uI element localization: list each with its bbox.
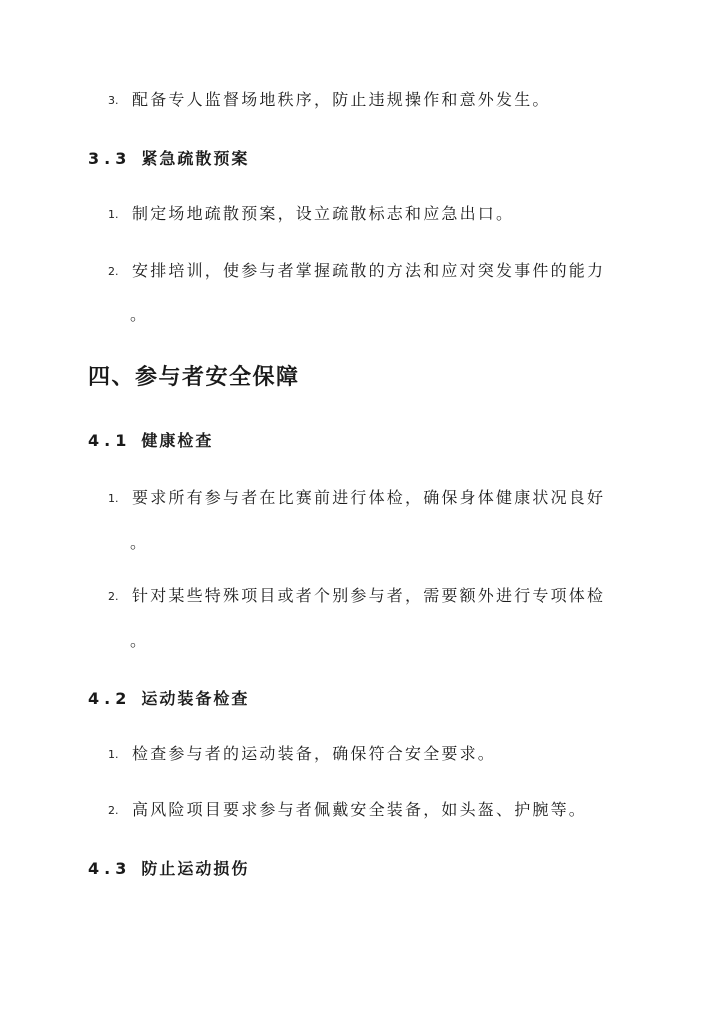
list-number: 2. xyxy=(108,804,119,817)
section-heading-3-3 xyxy=(88,146,249,169)
list-number: 1. xyxy=(108,748,119,761)
list-number: 1. xyxy=(108,208,119,221)
list-number: 2. xyxy=(108,590,119,603)
section-heading-4-2 xyxy=(88,686,249,709)
list-text-continuation: 。 xyxy=(130,631,147,650)
section-number: 3.3 xyxy=(88,149,132,168)
section-heading-4-1 xyxy=(88,428,213,451)
section-number: 4.1 xyxy=(88,431,132,450)
list-text: 配备专人监督场地秩序，防止违规操作和意外发生。 xyxy=(132,90,551,109)
section-title: 健康检查 xyxy=(141,431,214,450)
list-text: 要求所有参与者在比赛前进行体检，确保身体健康状况良好 xyxy=(132,488,606,507)
list-text: 安排培训，使参与者掌握疏散的方法和应对突发事件的能力 xyxy=(132,261,606,280)
list-text-continuation: 。 xyxy=(130,305,147,324)
chapter-heading-4: 四、参与者安全保障 xyxy=(88,365,300,390)
section-title: 运动装备检查 xyxy=(141,689,250,708)
section-heading-4-3 xyxy=(88,856,249,879)
list-number: 1. xyxy=(108,492,119,505)
list-text: 检查参与者的运动装备，确保符合安全要求。 xyxy=(132,744,497,763)
list-number: 2. xyxy=(108,265,119,278)
list-text-continuation: 。 xyxy=(130,533,147,552)
list-text: 制定场地疏散预案，设立疏散标志和应急出口。 xyxy=(132,204,515,223)
list-text: 针对某些特殊项目或者个别参与者，需要额外进行专项体检 xyxy=(132,586,606,605)
list-number: 3. xyxy=(108,94,119,107)
section-number: 4.3 xyxy=(88,859,132,878)
section-title: 紧急疏散预案 xyxy=(141,149,250,168)
list-text: 高风险项目要求参与者佩戴安全装备，如头盔、护腕等。 xyxy=(132,800,588,819)
section-number: 4.2 xyxy=(88,689,132,708)
section-title: 防止运动损伤 xyxy=(141,859,250,878)
